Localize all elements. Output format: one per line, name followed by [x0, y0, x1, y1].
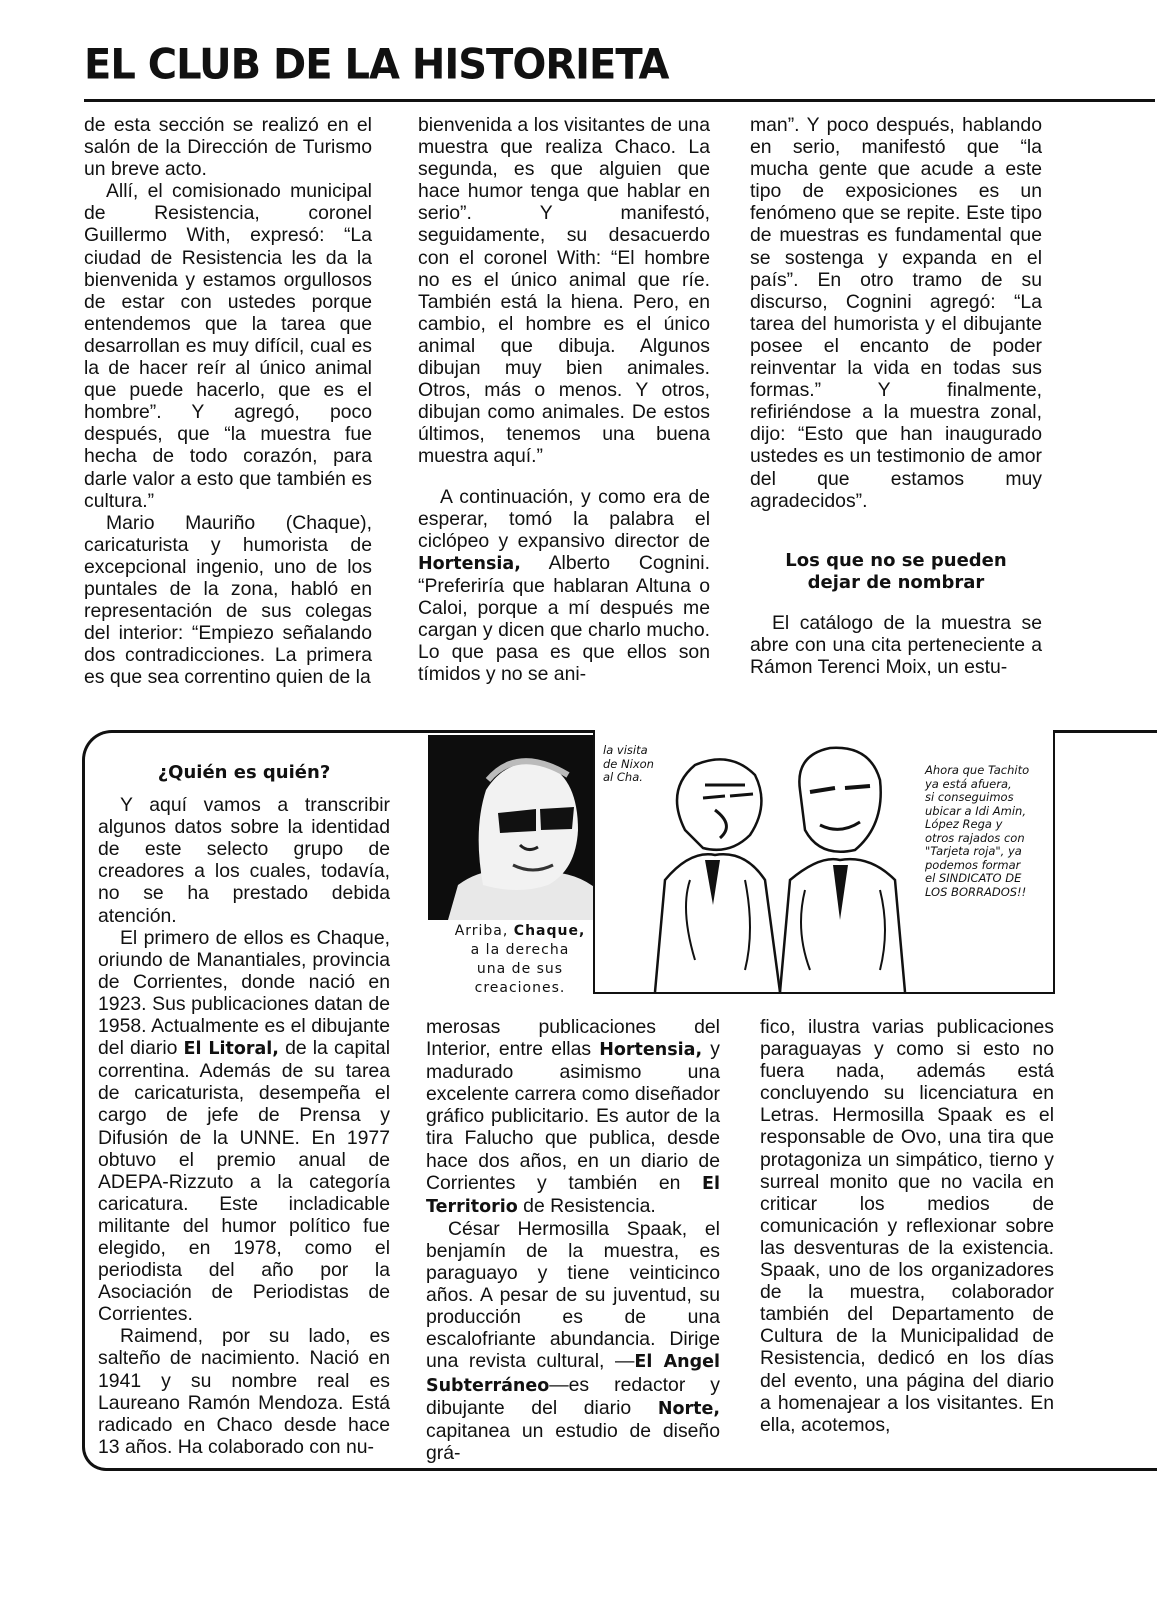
photo-caption	[440, 922, 600, 998]
article-paragraph: Allí, el comisionado municipal de Resistencia, coronel Guillermo With, expresó: “La ciudad de Resistencia les da la bienvenida y estamos orgullosos de estar con ustedes porque entendemos que la tarea que desarrollan es muy difícil, cual es la de hacer reír al único animal que puede hacerlo, que es el hombre”. Y agregó, poco después, que “la muestra fue hecha de todo corazón, para darle valor a esto que también es cultura.”	[84, 180, 372, 512]
article-paragraph: Mario Mauriño (Chaque), caricaturista y humorista de excepcional ingenio, uno de los puntales de la zona, habló en representación de sus colegas del interior: “Empiezo señalando dos contradicciones. La primera es que sea correntino quien de la	[84, 511, 372, 689]
article-column-2	[418, 114, 710, 685]
caption-text: una de sus	[476, 961, 564, 977]
portrait-illustration	[428, 735, 614, 920]
balloon-line: López Rega y	[925, 817, 1003, 831]
balloon-line: LOS BORRADOS!!	[925, 884, 1027, 899]
section-masthead: EL CLUB DE LA HISTORIETA	[84, 40, 669, 90]
balloon-line: al Cha.	[603, 770, 643, 784]
article-subhead	[750, 550, 1042, 594]
article-paragraph: bienvenida a los visitantes de una muestra que realiza Chaco. La segunda, es que alguien que hace humor tenga que hablar en serio”. Y manifestó, seguidamente, su desacuerdo con el coronel With: “El hombre no es el único animal que ríe. También está la hiena. Pero, en cambio, el hombre es el único animal que dibuja. Algunos dibujan muy bien animales. Otros, más o menos. Y otros, dibujan como animales. De estos últimos, tenemos una buena muestra aquí.”	[418, 114, 710, 468]
article-column-3	[750, 114, 1042, 678]
publication-name: El Angel Subterráneo	[426, 1352, 720, 1396]
text-run: —es redactor y dibujante del diario	[426, 1373, 720, 1419]
sidebar-paragraph: fico, ilustra varias publicaciones paraguayas y como si esto no fuera nada, además está concluyendo su licenciatura en Letras. Hermosilla Spaak es el responsable de Ovo, una tira que protagoniza un simpático, tierno y surreal monito que no vacila en criticar los medios de comunicación y reflexionar sobre las desventuras de la existencia. Spaak, uno de los organizadores de la muestra, colaborador también del Departamento de Cultura de la Municipalidad de Resistencia, dedicó en los días del evento, una página del diario a homenajear a los visitantes. En ella, acotemos,	[760, 1016, 1054, 1436]
balloon-line: podemos formar	[925, 857, 1021, 872]
text-run: capitanea un estudio de diseño grá-	[426, 1419, 720, 1464]
balloon-line: la visita	[603, 743, 648, 757]
balloon-line: ubicar a Idi Amin,	[925, 803, 1026, 818]
masthead-rule	[84, 99, 1155, 102]
caption-text: a la derecha	[470, 942, 570, 958]
sidebar-paragraph	[98, 927, 390, 1326]
caption-text: creaciones.	[474, 980, 566, 996]
cartoon-balloon-left	[603, 744, 654, 785]
balloon-line: si conseguimos	[925, 790, 1014, 804]
text-run: El primero de ellos es Chaque, oriundo de Manantiales, provincia de Corrientes, donde nació en 1923. Sus publicaciones datan de 1958. Actualmente es el dibujante del diario	[98, 926, 390, 1060]
balloon-line: Ahora que Tachito	[925, 763, 1030, 777]
article-paragraph: man”. Y poco después, hablando en serio, manifestó que “la mucha gente que acude a este tipo de exposiciones es un fenómeno que se repite. Este tipo de muestras es fundamental que se sostenga y expanda en el país”. En otro tramo de su discurso, Cognini agregó: “La tarea del humorista y el dibujante posee el encanto de poder reinventar la vida en todas sus formas.” Y finalmente, refiriéndose a la muestra zonal, dijo: “Esto que han inaugurado ustedes es un testimonio de amor del que estamos muy agradecidos”.	[750, 114, 1042, 512]
text-run: César Hermosilla Spaak, el benjamín de la muestra, es paraguayo y tiene veinticinco años. A pesar de su juventud, su producción es de una escalofriante abundancia. Dirige una revista cultural, —	[426, 1217, 720, 1373]
sidebar-column-1	[98, 762, 390, 1458]
chaque-photo	[428, 735, 614, 920]
balloon-line: otros rajados con	[925, 830, 1025, 845]
text-run: y madurado asimismo una excelente carrera como diseñador gráfico publicitario. Es autor de la tira Falucho que publica, desde hace dos años, en un diario de Corrientes y también en	[426, 1038, 720, 1194]
sidebar-column-2	[426, 1016, 720, 1464]
publication-name: Hortensia,	[599, 1040, 703, 1061]
sidebar-paragraph	[426, 1218, 720, 1464]
article-column-1	[84, 114, 372, 688]
sidebar-paragraph: Y aquí vamos a transcribir algunos datos sobre la identidad de este selecto grupo de creadores a los cuales, todavía, no se ha prestado debida atención.	[98, 794, 390, 927]
text-run: de la capital correntina. Además de su tarea de caricaturista, desempeña el cargo de jefe de Prensa y Difusión de la UNNE. En 1977 obtuvo el premio anual de ADEPA-Rizzuto a la categoría caricatura. Este incladicable militante del humor político fue elegido, en 1978, como el periodista del año por la Asociación de Periodistas de Corrientes.	[98, 1037, 391, 1326]
article-paragraph: El catálogo de la muestra se abre con una cita perteneciente a Rámon Terenci Moix, un estu-	[750, 611, 1042, 678]
text-run: merosas publicaciones del Interior, entre ellas	[426, 1016, 720, 1061]
sidebar-paragraph: Raimend, por su lado, es salteño de nacimiento. Nació en 1941 y su nombre real es Laureano Ramón Mendoza. Está radicado en Chaco desde hace 13 años. Ha colaborado con nu-	[98, 1325, 390, 1458]
balloon-line: ya está afuera,	[925, 776, 1012, 791]
sidebar-column-3	[760, 1016, 1054, 1436]
balloon-line: el SINDICATO DE	[925, 871, 1022, 885]
publication-name: El Litoral,	[183, 1039, 279, 1060]
article-paragraph: de esta sección se realizó en el salón de la Dirección de Turismo un breve acto.	[84, 114, 372, 181]
subhead-line: dejar de nombrar	[807, 571, 985, 593]
text-run: Alberto Cognini. “Preferiría que hablaran Altuna o Caloi, porque a mí después me cargan y dicen que charlo mucho. Lo que pasa es que ellos son tímidos y no se ani-	[418, 551, 710, 686]
subhead-line: Los que no se pueden	[785, 549, 1007, 571]
publication-name: Norte,	[657, 1398, 720, 1419]
cartoon-balloon-right	[925, 764, 1029, 899]
publication-name: Hortensia,	[418, 553, 521, 574]
text-run: A continuación, y como era de esperar, tomó la palabra el ciclópeo y expansivo director de	[418, 485, 710, 552]
text-run: de Resistencia.	[517, 1194, 656, 1217]
sidebar-paragraph	[426, 1016, 720, 1218]
publication-name: El Territorio	[426, 1173, 720, 1217]
balloon-line: "Tarjeta roja", ya	[925, 844, 1022, 858]
caption-text: Arriba,	[454, 923, 514, 939]
article-paragraph	[418, 486, 710, 686]
cartoon-panel	[593, 730, 1055, 994]
balloon-line: de Nixon	[603, 756, 654, 771]
sidebar-title: ¿Quién es quién?	[157, 762, 331, 783]
caption-name: Chaque,	[513, 923, 586, 939]
